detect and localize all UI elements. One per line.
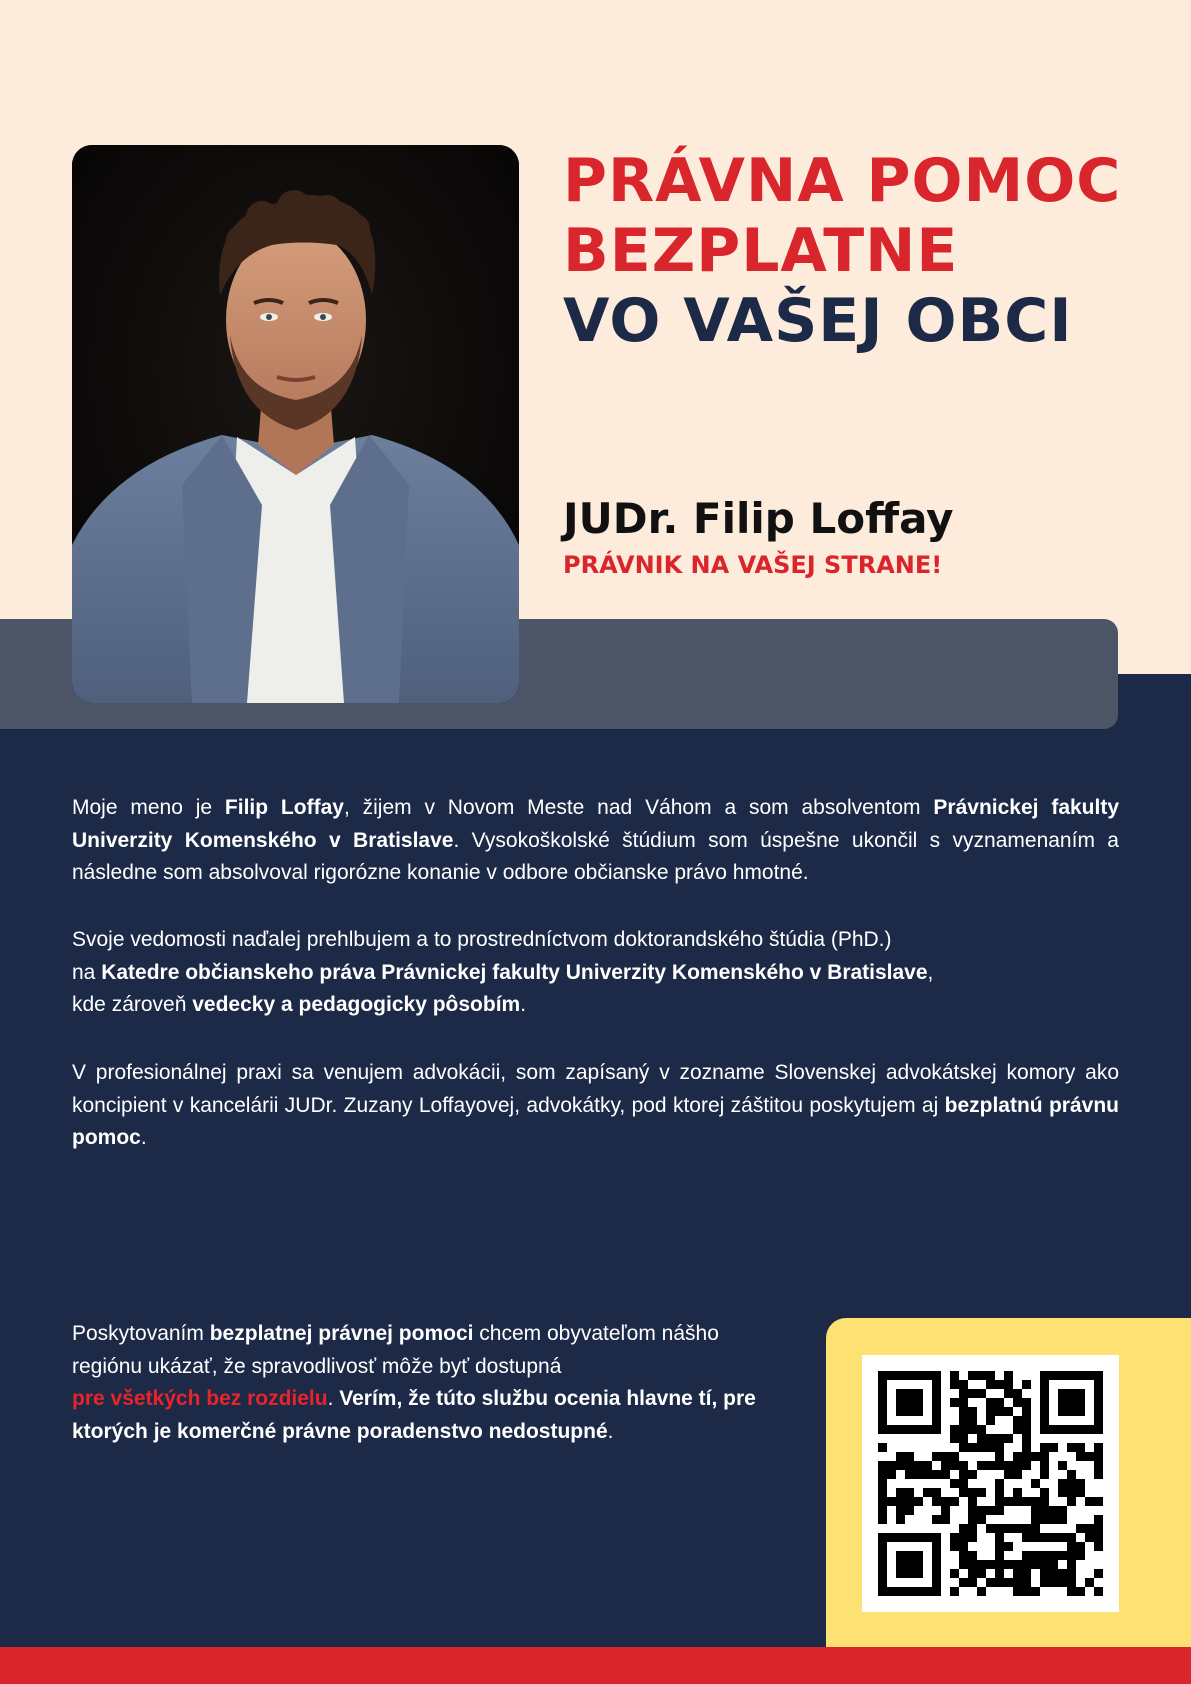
headline (563, 146, 1123, 356)
emphasis: Katedre občianskeho práva Právnickej fakulty Univerzity Komenského v Bratislave (101, 960, 928, 984)
emphasis: bezplatnej právnej pomoci (209, 1322, 474, 1345)
text: . (327, 1387, 340, 1410)
qr-code-icon (878, 1371, 1103, 1596)
emphasis: bezplatnú právnu pomoc (72, 1093, 1119, 1149)
text: . Vysokoškolské štúdium som úspešne ukončil s vyznamenaním a následne som absolvoval rigorózne konanie v odbore občianske právo hmotné. (72, 828, 1119, 884)
headline-line-2: BEZPLATNE (563, 216, 959, 286)
bio-paragraph-2 (72, 924, 1119, 1022)
bio-paragraph-1 (72, 792, 1119, 890)
highlight-text: pre všetkých bez rozdielu (72, 1387, 328, 1410)
text: , (927, 960, 934, 984)
qr-code[interactable] (862, 1355, 1119, 1612)
emphasis: Právnickej fakulty Univerzity Komenského v Bratislave (72, 796, 1120, 852)
emphasis: Filip Loffay (224, 796, 344, 819)
text: Svoje vedomosti naďalej prehlbujem a to prostredníctvom doktorandského štúdia (PhD.) (72, 928, 892, 951)
headline-line-1: PRÁVNA POMOC (563, 146, 1122, 216)
text: V profesionálnej praxi sa venujem advokácii, som zapísaný v zozname Slovenskej advokátskej komory ako koncipient v kancelárii JUDr. Zuzany Loffayovej, advokátky, pod ktorej záštitou poskytujem aj (72, 1061, 1119, 1117)
text: Moje meno je (72, 796, 225, 819)
emphasis: Verím, že túto službu ocenia hlavne tí, pre ktorých je komerčné právne poradenstvo nedostupné (72, 1387, 756, 1443)
person-name: JUDr. Filip Loffay (563, 494, 954, 543)
footer-bar (0, 1647, 1191, 1684)
text: kde zároveň (72, 993, 193, 1016)
headline-line-3: VO VAŠEJ OBCI (563, 286, 1073, 356)
text: . (607, 1419, 614, 1443)
closing-paragraph (72, 1318, 789, 1448)
text: chcem obyvateľom nášho regiónu ukázať, že spravodlivosť môže byť dostupná (72, 1322, 719, 1378)
emphasis: vedecky a pedagogicky pôsobím (192, 993, 521, 1016)
bio-paragraph-3 (72, 1057, 1119, 1155)
text: . (520, 993, 527, 1016)
text: , žijem v Novom Meste nad Váhom a som absolventom (343, 796, 934, 819)
text: na (72, 960, 102, 984)
lawyer-portrait (72, 145, 519, 703)
text: . (140, 1126, 147, 1149)
text: Poskytovaním (72, 1322, 210, 1345)
person-tagline: PRÁVNIK NA VAŠEJ STRANE! (563, 551, 943, 579)
